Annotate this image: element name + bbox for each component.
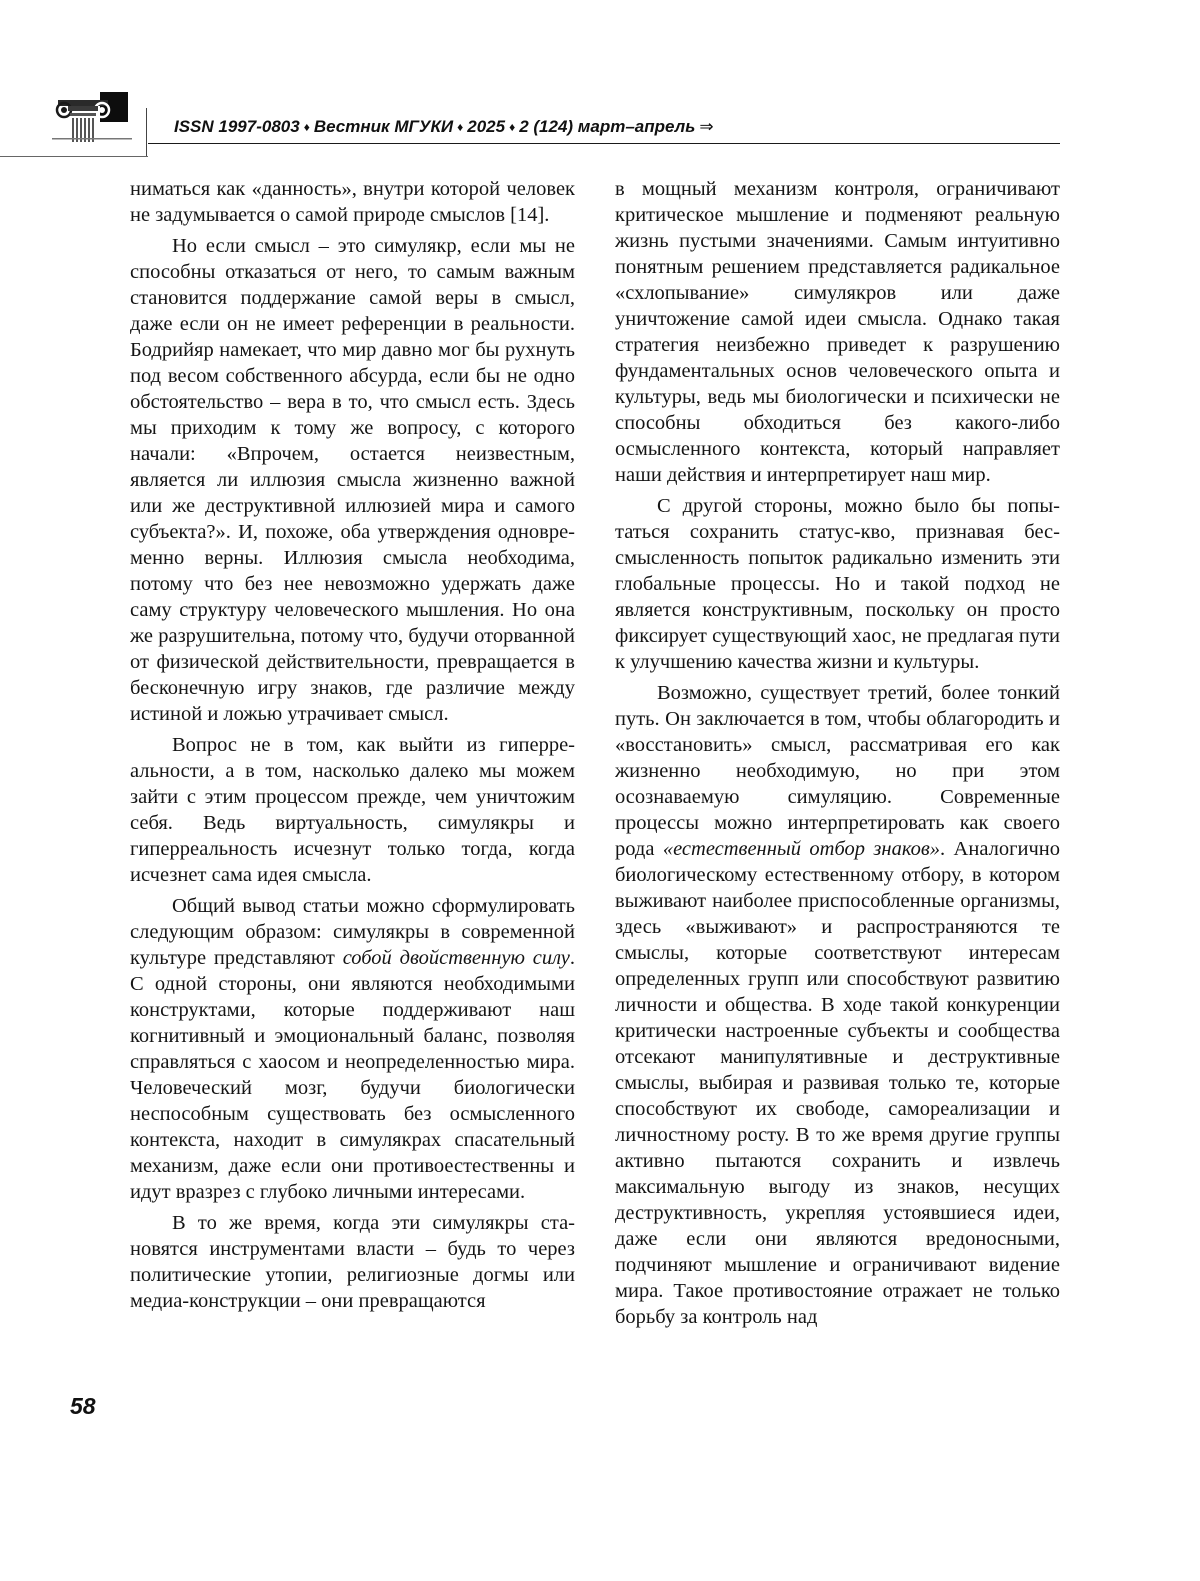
paragraph (615, 176, 1060, 488)
header-rule (148, 143, 1060, 144)
text-run: С другой стороны, можно было бы попытаться сохранить статус-кво, признавая бессмысленность попыток радикально изменить эти глобальные процессы. Но и такой подход не является конструктивным, поскольку он просто фиксирует существующий хаос, не предлагая пути к улучшению качества жизни и культуры. (615, 495, 1060, 673)
journal-title: Вестник МГУКИ (313, 117, 454, 136)
continue-arrow-icon: ⇒ (699, 117, 714, 136)
paragraph (130, 893, 575, 1205)
paragraph (130, 233, 575, 727)
text-run: Возможно, существует третий, более тонкий путь. Он заключается в том, чтобы облагородить и «восстановить» смысл, рассматривая его как жизненно необходимую, но при этом осознаваемую симуляцию. Современные процессы можно интерпретировать как своего рода (615, 682, 1060, 860)
running-header (0, 0, 1200, 160)
text-run: В то же время, когда эти симулякры становятся инструментами власти – будь то через политические утопии, религиозные догмы или медиа-конструкции – они превращаются (130, 1212, 575, 1312)
text-run: Общий вывод статьи можно сформулировать следующим образом: симулякры в современной культуре представляют (130, 895, 575, 969)
italic-phrase: собой двойственную силу (342, 947, 570, 969)
issn: ISSN 1997-0803 (174, 117, 300, 136)
paragraph (130, 176, 575, 228)
text-run: в мощный механизм контроля, ограничивают критическое мышление и подменяют реальную жизнь пустыми значениями. Самым интуитивно понятным решением представляется радикальное «схлопывание» симулякров или даже уничтожение самой идеи смысла. Однако такая стратегия неизбежно приведет к разрушению фундаментальных основ человеческого опыта и культуры, ведь мы биологически и психически не способны обходиться без какого-либо осмысленного контекста, который направляет наши действия и интерпретирует наш мир. (615, 178, 1060, 486)
journal-issue: 2 (124) март–апрель (519, 117, 696, 136)
separator-diamond-icon: ♦ (457, 120, 464, 134)
journal-header-line (174, 117, 714, 137)
text-column-left (130, 176, 575, 1376)
text-run: ниматься как «данность», внутри которой человек не задумывается о самой природе смыслов [14]. (130, 178, 575, 226)
paragraph (615, 493, 1060, 675)
separator-diamond-icon: ♦ (509, 120, 516, 134)
text-run: Вопрос не в том, как выйти из гиперреальности, а в том, насколько далеко мы можем зайти с этим процессом прежде, чем уничтожим себя. Ведь виртуальность, симулякры и гиперреальность исчезнут только тогда, когда исчезнет сама идея смысла. (130, 734, 575, 886)
text-column-right (615, 176, 1060, 1376)
paragraph (130, 1210, 575, 1314)
separator-diamond-icon: ♦ (303, 120, 310, 134)
text-run: . Аналогично биологическому естественному отбору, в котором выживают наиболее приспособленные организмы, здесь «выживают» и распространяются те смыслы, которые соответствуют интересам определенных групп или способствуют развитию личности и общества. В ходе такой конкуренции критически настроенные субъекты и сообщества отсекают манипулятивные и деструктивные смыслы, выбирая и развивая только те, которые способствуют их свободе, самореализации и личностному росту. В то же время другие группы активно пытаются сохранить и извлечь максимальную выгоду из знаков, несущих деструктивность, укрепляя устоявшиеся идеи, даже если они являются вредоносными, подчиняют мышление и ограничивают видение мира. Такое противостояние отражает не только борьбу за контроль над (615, 838, 1060, 1328)
italic-phrase: «естественный отбор знаков» (662, 838, 941, 860)
text-run: . С одной стороны, они являются необходимыми конструктами, которые поддерживают наш когнитивный и эмоциональный баланс, позволяя справляться с хаосом и неопределенностью мира. Человеческий мозг, будучи биологически неспособным существовать без осмысленного контекста, находит в симулякрах спасательный механизм, даже если они противоестественны и идут вразрез с глубоко личными интересами. (130, 947, 575, 1203)
text-run: Но если смысл – это симулякр, если мы не способны отказаться от него, то самым важным становится поддержание самой веры в смысл, даже если он не имеет референции в реальности. Бодрийяр намекает, что мир давно мог бы рухнуть под весом собственного абсурда, если бы не одно обстоятельство – вера в то, что смысл есть. Здесь мы приходим к тому же вопросу, с которого начали: «Впрочем, остается неизвестным, является ли иллюзия смысла жизненно важной или же деструктивной иллюзией мира и самого субъекта?». И, похоже, оба утверждения одновременно верны. Иллюзия смысла необходима, потому что без нее невозможно удержать даже саму структуру человеческого мышления. Но она же разрушительна, потому что, будучи оторванной от физической действительности, превращается в бесконечную игру знаков, где различие между истиной и ложью утрачивает смысл. (130, 235, 575, 725)
journal-logo-icon (52, 92, 132, 144)
journal-year: 2025 (467, 117, 506, 136)
header-stub-rule (0, 156, 148, 157)
header-vertical-rule (146, 108, 147, 157)
paragraph (130, 732, 575, 888)
page-number: 58 (70, 1393, 96, 1419)
paragraph (615, 680, 1060, 1330)
